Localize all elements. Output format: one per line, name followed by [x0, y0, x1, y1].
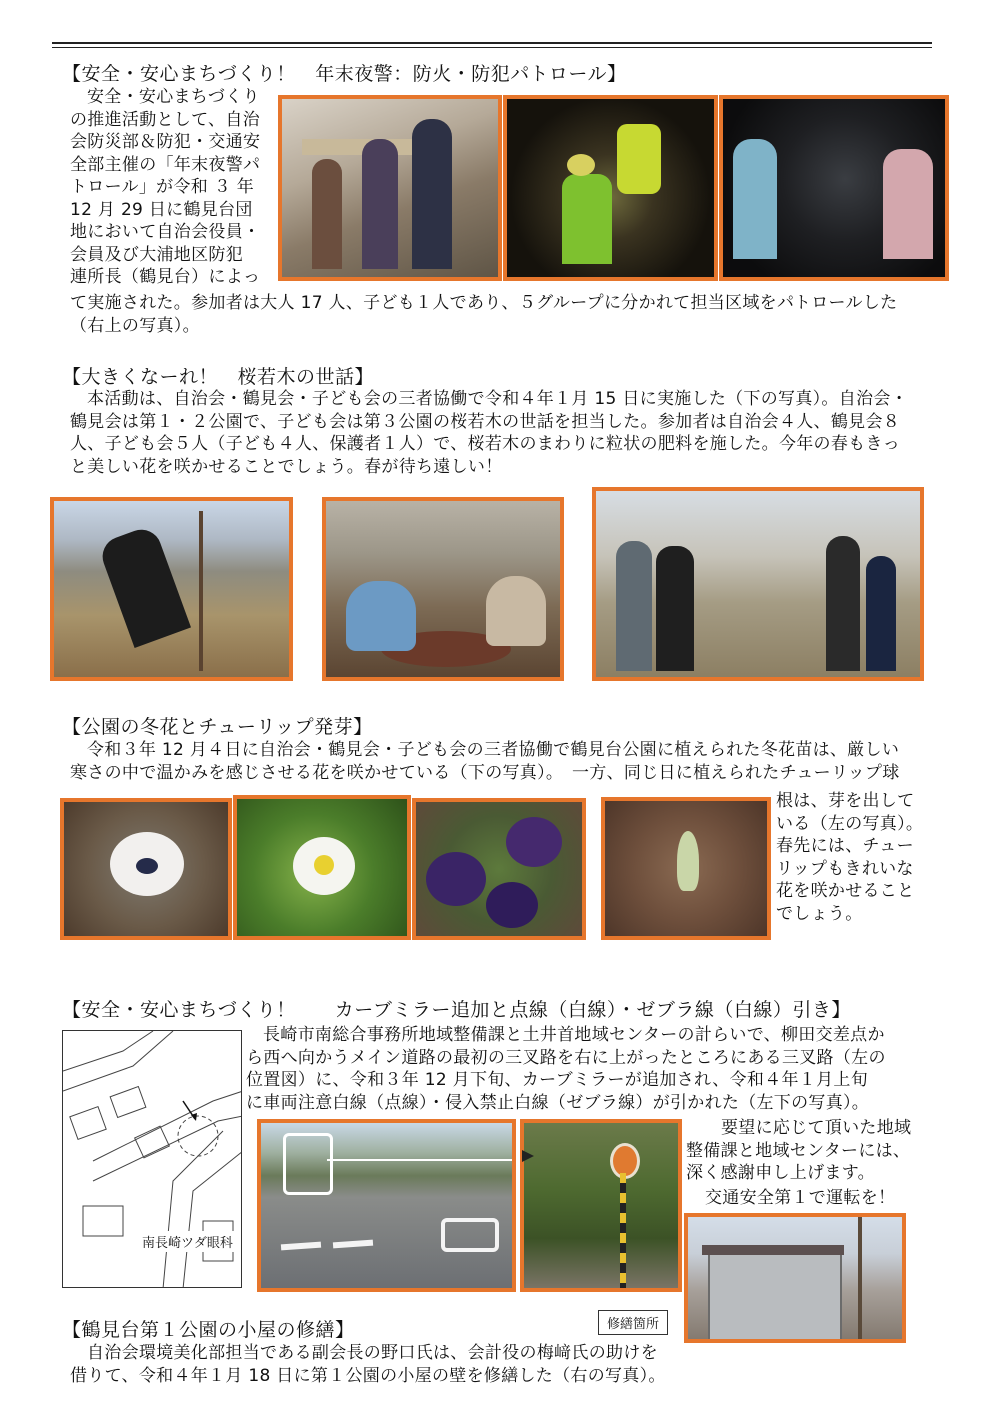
photo-patrol-briefing	[278, 95, 502, 281]
photo-tulip-sprout	[601, 797, 771, 940]
tulip-side-text	[776, 790, 946, 925]
heading-cherry-care: 【大きくなーれ！ 桜若木の世話】	[62, 366, 375, 388]
flowers-text	[70, 739, 950, 784]
text-line: トロール」が令和 ３ 年	[70, 177, 255, 197]
heading-winter-flowers: 【公園の冬花とチューリップ発芽】	[62, 716, 373, 738]
heading-shed-repair: 【鶴見台第１公園の小屋の修繕】	[62, 1319, 355, 1341]
text-line: 本活動は、自治会・鶴見会・子ども会の三者協働で令和４年１月 15 日に実施した（下の写真）。自治会・	[87, 389, 908, 409]
text-line: ら西へ向かうメイン道路の最初の三叉路を右に上がったところにある三叉路（左の	[246, 1047, 886, 1068]
text-line: と美しい花を咲かせることでしょう。春が待ち遠しい！	[70, 456, 503, 477]
text-line: 自治会環境美化部担当である副会長の野口氏は、会計役の梅﨑氏の助けを	[87, 1343, 658, 1363]
photo-white-pansy	[60, 798, 232, 940]
repair-location-label: 修繕箇所	[598, 1310, 668, 1335]
text-line: 要望に応じて頂いた地域	[721, 1118, 912, 1138]
photo-patrol-night-walk	[719, 95, 949, 281]
top-rule	[52, 42, 932, 44]
photo-patrol-night-vest	[503, 95, 718, 281]
text-line: 会員及び大浦地区防犯	[70, 244, 243, 265]
mirror-highlight-box	[283, 1133, 333, 1195]
text-line: て実施された。参加者は大人 17 人、子ども１人であり、５グループに分かれて担当区域をパトロールした	[70, 293, 898, 313]
location-map	[62, 1030, 242, 1288]
shed-text	[70, 1342, 710, 1387]
text-line: 12 月 29 日に鶴見台団	[70, 199, 253, 220]
text-line: 令和３年 12 月４日に自治会・鶴見会・子ども会の三者協働で鶴見台公園に植えられた冬花苗は、厳しい	[87, 740, 900, 760]
text-line: 寒さの中で温かみを感じさせる花を咲かせている（下の写真）。 一方、同じ日に植えられたチューリップ球	[70, 762, 900, 783]
text-line: 鶴見会は第１・２公園で、子ども会は第３公園の桜若木の世話を担当した。参加者は自治会４人、鶴見会８	[70, 411, 901, 432]
text-line: 整備課と地域センターには、	[686, 1140, 911, 1161]
text-line: リップもきれいな	[776, 858, 914, 879]
heading-year-end-patrol: 【安全・安心まちづくり！ 年末夜警：防火・防犯パトロール】	[62, 63, 627, 85]
photo-white-daisy	[233, 795, 411, 940]
text-line: 深く感謝申し上げます。	[686, 1163, 875, 1183]
thanks-text	[686, 1117, 946, 1185]
text-line: 春先には、チュー	[776, 836, 914, 856]
text-line: 会防災部＆防犯・交通安	[70, 132, 261, 152]
mirror-text	[246, 1024, 951, 1114]
text-line: 安全・安心まちづくり	[87, 87, 260, 107]
photo-cherry-park1	[50, 497, 293, 681]
photo-road-markings	[257, 1119, 516, 1292]
text-line: に車両注意白線（点線）・侵入禁止白線（ゼブラ線）が引かれた（左下の写真）。	[246, 1092, 870, 1113]
text-line: 長崎市南総合事務所地域整備課と土井首地域センターの計らいで、柳田交差点か	[263, 1025, 885, 1045]
highlight-arrow-line	[327, 1159, 516, 1161]
photo-cherry-park3	[592, 487, 924, 681]
arrow-head	[522, 1150, 534, 1162]
text-line: でしょう。	[776, 903, 863, 924]
text-line: 花を咲かせること	[776, 881, 915, 901]
patrol-text-tail	[70, 292, 950, 337]
text-line: 根は、芽を出して	[776, 791, 915, 811]
text-line: いる（左の写真）。	[776, 813, 924, 834]
text-line: 全部主催の「年末夜警パ	[70, 154, 261, 175]
photo-shed	[684, 1213, 906, 1343]
safety-slogan: 交通安全第１で運転を！	[705, 1188, 896, 1208]
patrol-text	[70, 86, 270, 289]
text-line: 位置図）に、令和３年 12 月下旬、カーブミラーが追加され、令和４年１月上旬	[246, 1070, 869, 1090]
text-line: 地において自治会役員・	[70, 222, 261, 242]
photo-curve-mirror	[520, 1119, 682, 1292]
map-label: 南長崎ツダ眼科	[139, 1231, 236, 1252]
text-line: 連所長（鶴見台）によっ	[70, 267, 261, 287]
photo-purple-pansies	[412, 798, 586, 940]
text-line: （右上の写真）。	[70, 315, 200, 336]
top-rule-thin	[52, 47, 932, 48]
photo-cherry-park2	[322, 497, 564, 681]
cherry-text	[70, 388, 950, 478]
text-line: 人、子ども会５人（子ども４人、保護者１人）で、桜若木のまわりに粒状の肥料を施した。今年の春もきっ	[70, 434, 901, 454]
text-line: 借りて、令和４年１月 18 日に第１公園の小屋の壁を修繕した（右の写真）。	[70, 1365, 666, 1386]
heading-curve-mirror: 【安全・安心まちづくり！ カーブミラー追加と点線（白線）・ゼブラ線（白線）引き】	[62, 999, 851, 1021]
text-line: の推進活動として、自治	[70, 109, 260, 130]
